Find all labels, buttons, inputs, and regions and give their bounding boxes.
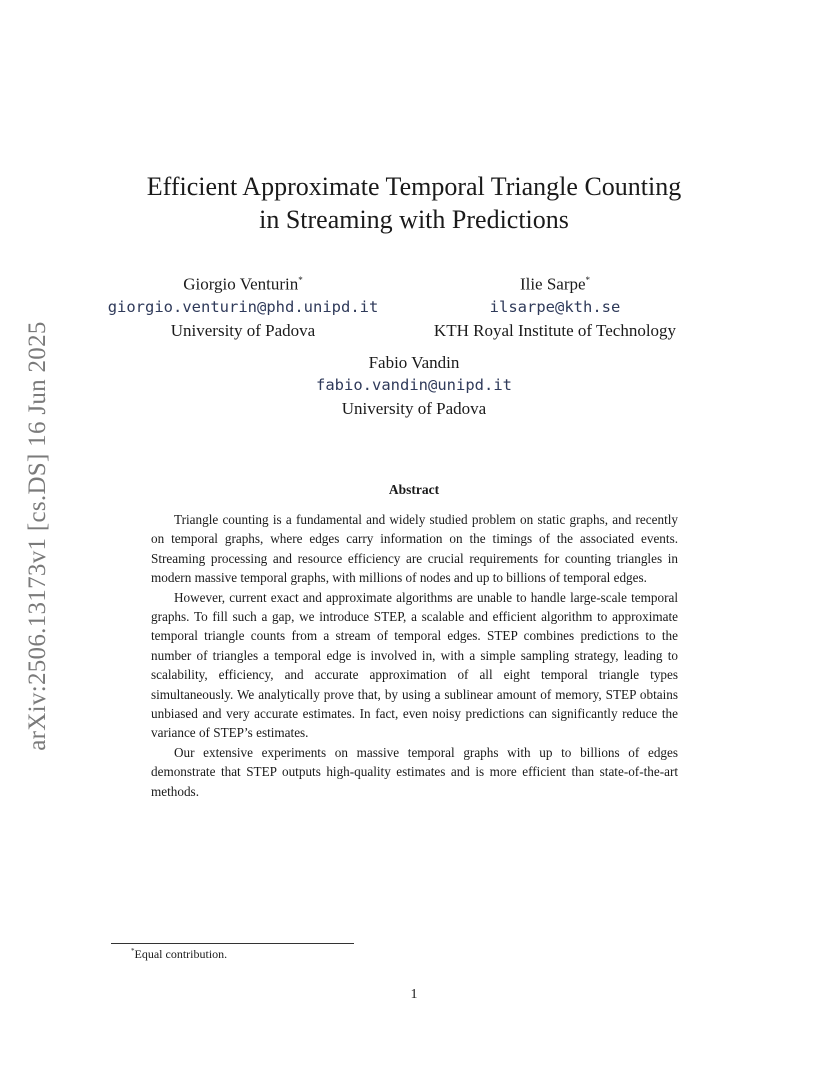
author-name: Fabio Vandin [368, 353, 460, 372]
author-block-venturin [83, 269, 403, 342]
arxiv-identifier: arXiv:2506.13173v1 [cs.DS] 16 Jun 2025 [24, 321, 51, 751]
title-line-2: in Streaming with Predictions [259, 205, 569, 234]
author-affiliation: University of Padova [170, 320, 316, 340]
abstract-heading: Abstract [388, 482, 440, 497]
title-line-1: Efficient Approximate Temporal Triangle Counting [146, 172, 682, 201]
equal-contribution-mark: * [298, 275, 303, 285]
author-email[interactable]: fabio.vandin@unipd.it [316, 376, 512, 394]
paper-title [0, 170, 828, 236]
abstract-body [151, 510, 678, 801]
footnote-mark: * [131, 947, 135, 955]
author-block-sarpe [395, 269, 715, 342]
author-name: Giorgio Venturin* [183, 274, 303, 294]
author-email[interactable]: ilsarpe@kth.se [489, 297, 621, 316]
footnote-rule [111, 943, 354, 944]
author-affiliation: University of Padova [341, 399, 487, 418]
abstract-paragraph: However, current exact and approximate algorithms are unable to handle large-scale temporal graphs. To fill such a gap, we introduce STEP, a scalable and efficient algorithm to approximate temporal triangle counts from a stream of temporal edges. STEP combines predictions to the number of triangles a temporal edge is involved in, with a simple sampling strategy, leading to scalability, efficiency, and accurate approximation of all eight temporal triangle types simultaneously. We analytically prove that, by using a sublinear amount of memory, STEP obtains unbiased and very accurate estimates. In fact, even noisy predictions can significantly reduce the variance of STEP’s estimates. [151, 589, 678, 741]
author-block-vandin [254, 351, 574, 420]
author-email[interactable]: giorgio.venturin@phd.unipd.it [107, 297, 379, 316]
footnote-text: Equal contribution. [134, 947, 228, 961]
abstract-paragraph: Our extensive experiments on massive temporal graphs with up to billions of edges demonstrate that STEP outputs high-quality estimates and is more efficient than state-of-the-art methods. [151, 744, 678, 799]
page-number: 1 [410, 987, 418, 1002]
abstract-paragraph: Triangle counting is a fundamental and widely studied problem on static graphs, and recently on temporal graphs, where edges carry information on the timings of the associated events. Streaming processing and resource efficiency are crucial requirements for counting triangles in modern massive temporal graphs, with millions of nodes and up to billions of temporal edges. [151, 512, 678, 586]
author-name: Ilie Sarpe* [519, 274, 591, 294]
footnote [131, 947, 227, 962]
equal-contribution-mark: * [585, 275, 591, 285]
author-affiliation: KTH Royal Institute of Technology [433, 320, 677, 340]
